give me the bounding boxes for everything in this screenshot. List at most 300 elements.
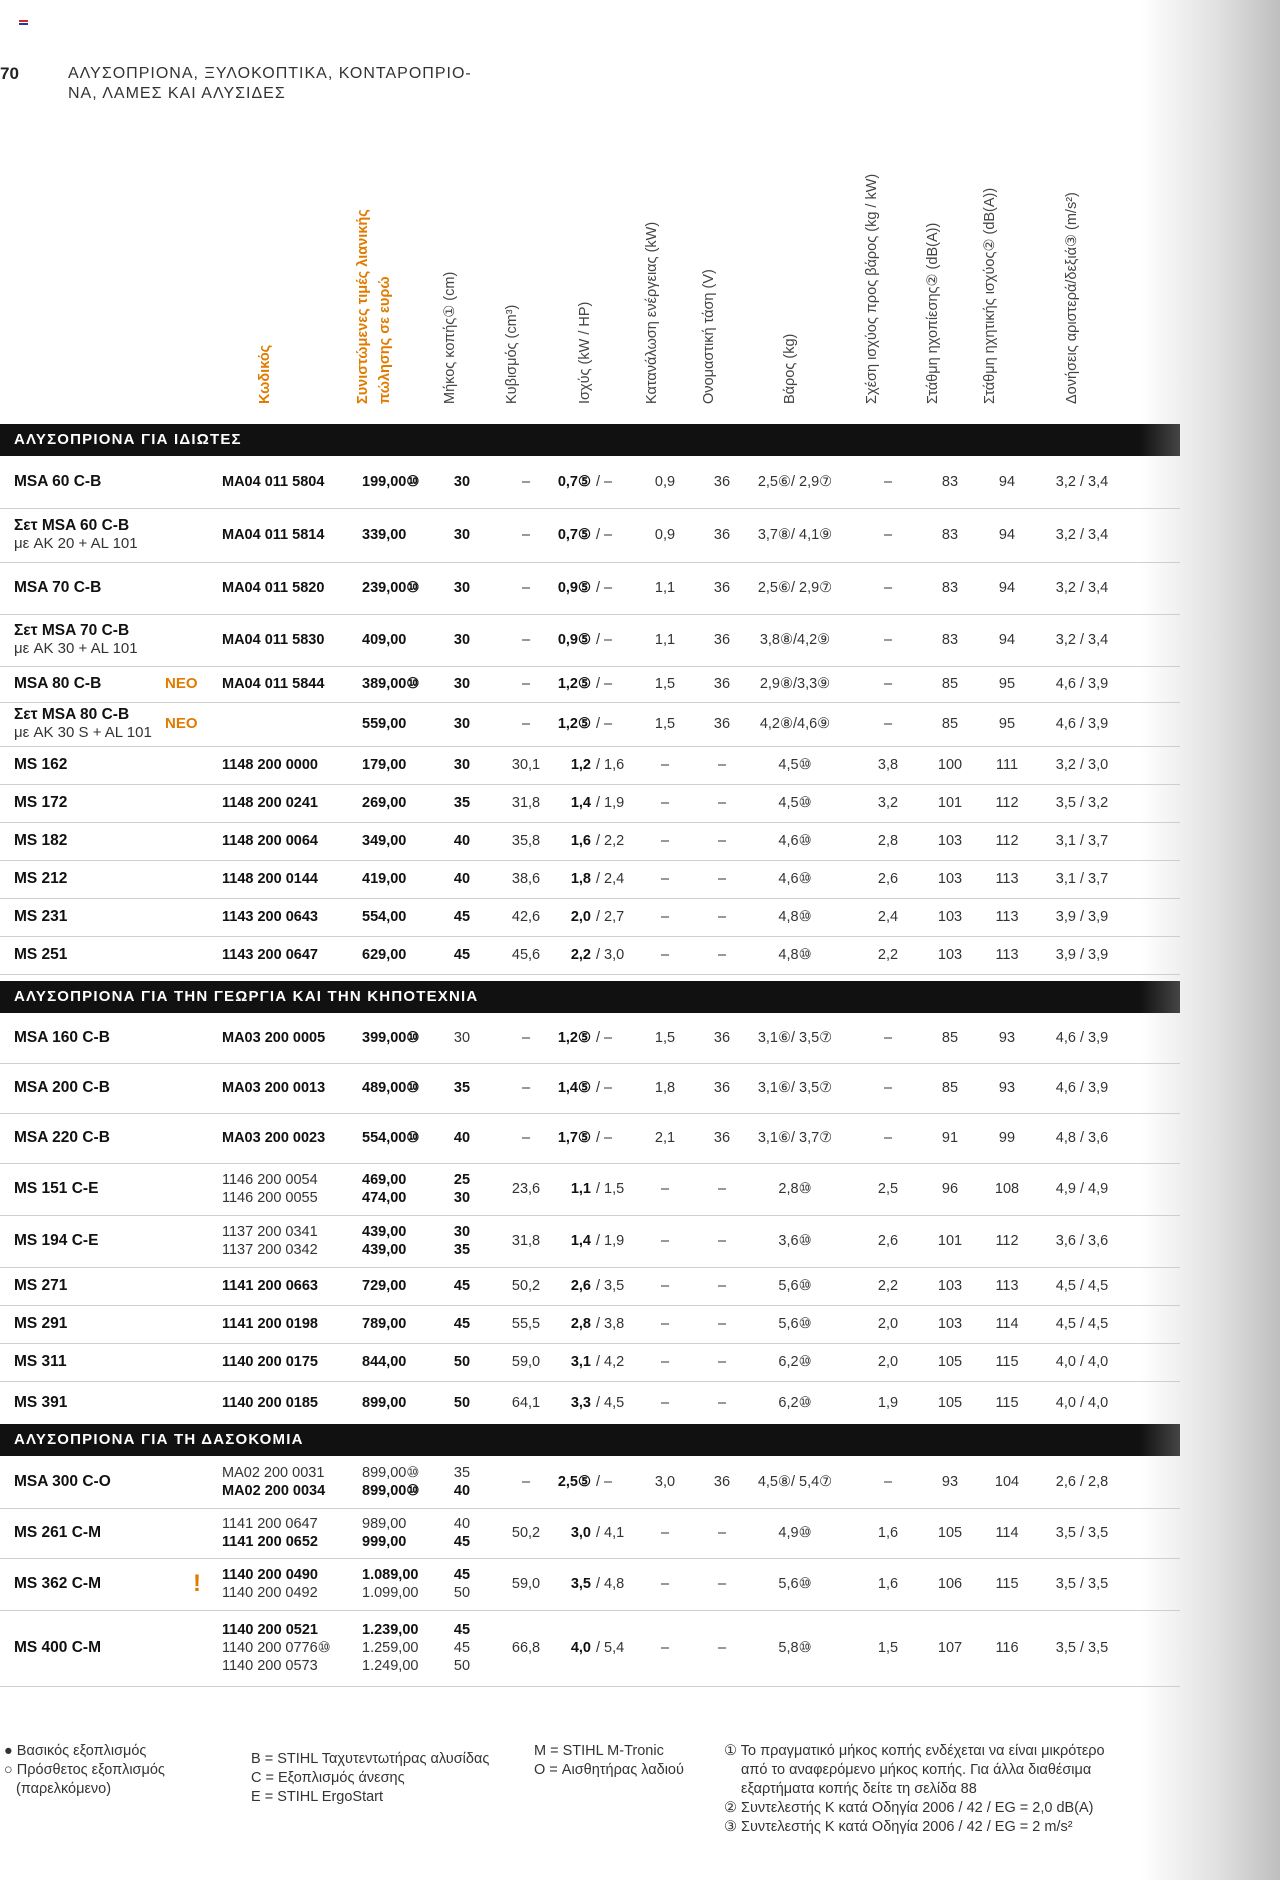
price: 789,00 xyxy=(362,1316,407,1332)
power-hp: / 1,5 xyxy=(596,1181,625,1197)
vibration: 3,2 / 3,4 xyxy=(1055,527,1109,543)
model-name-text: MS 194 C-E xyxy=(14,1232,99,1249)
model-name xyxy=(14,1575,101,1593)
rated-voltage: – xyxy=(717,833,727,849)
rated-voltage: – xyxy=(717,1278,727,1294)
price: 389,00⑩ xyxy=(362,676,420,692)
vibration: 3,2 / 3,4 xyxy=(1055,474,1109,490)
sound-pressure: 85 xyxy=(941,716,959,732)
table-row xyxy=(0,936,1180,975)
price: 399,00⑩ xyxy=(362,1030,420,1046)
sound-power: 94 xyxy=(998,580,1016,596)
power-kw: 1,8 xyxy=(570,871,591,887)
rated-voltage: – xyxy=(717,1395,727,1411)
table-row xyxy=(0,1215,1180,1268)
product-code: 1148 200 0000 xyxy=(222,757,318,773)
legend-footnotes xyxy=(724,1742,1105,1837)
displacement: 55,5 xyxy=(511,1316,541,1332)
model-name xyxy=(14,1394,67,1412)
power-weight-ratio: 2,2 xyxy=(877,947,899,963)
model-name xyxy=(14,908,67,926)
model-name-text: MS 251 xyxy=(14,946,68,963)
warning-icon: ! xyxy=(193,1570,201,1597)
column-header-power: Ισχύς (kW / HP) xyxy=(577,301,593,404)
weight: 4,9⑩ xyxy=(778,1525,812,1541)
page-title-line-1: ΑΛΥΣΟΠΡΙΟΝΑ, ΞΥΛΟΚΟΠΤΙΚΑ, ΚΟΝΤΑΡΟΠΡΙΟ- xyxy=(68,65,472,82)
power-hp: / 2,2 xyxy=(596,833,625,849)
power-kw: 3,3 xyxy=(570,1395,591,1411)
model-name xyxy=(14,1315,67,1333)
sound-pressure: 107 xyxy=(937,1640,963,1656)
section-header: ΑΛΥΣΟΠΡΙΟΝΑ ΓΙΑ ΙΔΙΩΤΕΣ xyxy=(0,424,1180,456)
footnote-line: από το αναφερόμενο μήκος κοπής. Για άλλα διαθέσιμα xyxy=(741,1762,1092,1778)
power-hp: / 1,6 xyxy=(596,757,625,773)
price: 349,00 xyxy=(362,833,407,849)
column-header-ratio: Σχέση ισχύος προς βάρος (kg / kW) xyxy=(864,173,880,404)
model-name xyxy=(14,1639,101,1657)
sound-pressure: 83 xyxy=(941,580,959,596)
price: 409,00 xyxy=(362,632,407,648)
page-number: 70 xyxy=(0,64,19,83)
power-weight-ratio: 1,6 xyxy=(877,1576,899,1592)
power-weight-ratio: – xyxy=(883,1130,893,1146)
vibration: 3,9 / 3,9 xyxy=(1055,909,1109,925)
product-code: 1140 200 0573 xyxy=(222,1658,318,1674)
model-name-text: Σετ MSA 80 C-B xyxy=(14,706,130,723)
product-code: 1137 200 0341 xyxy=(222,1224,318,1240)
cutting-length: 45 xyxy=(453,1534,471,1550)
power-kw: 3,5 xyxy=(570,1576,591,1592)
displacement: 50,2 xyxy=(511,1278,541,1294)
model-name-text: Σετ MSA 70 C-B xyxy=(14,622,130,639)
power-kw: 2,8 xyxy=(570,1316,591,1332)
power-weight-ratio: 1,5 xyxy=(877,1640,899,1656)
power-weight-ratio: – xyxy=(883,1474,893,1490)
legend-line: M = STIHL M-Tronic xyxy=(534,1743,664,1759)
table-row xyxy=(0,1610,1180,1687)
model-name-text: MS 311 xyxy=(14,1353,67,1370)
product-code: 1141 200 0198 xyxy=(222,1316,318,1332)
power-hp: / 5,4 xyxy=(596,1640,625,1656)
product-code: 1148 200 0144 xyxy=(222,871,318,887)
cutting-length: 50 xyxy=(453,1585,471,1601)
sound-pressure: 103 xyxy=(937,947,963,963)
price: 339,00 xyxy=(362,527,407,543)
product-code: MA04 011 5844 xyxy=(222,676,325,692)
displacement: 35,8 xyxy=(511,833,541,849)
price: 439,00 xyxy=(362,1242,407,1258)
sound-pressure: 83 xyxy=(941,474,959,490)
vibration: 4,6 / 3,9 xyxy=(1055,676,1109,692)
displacement: 66,8 xyxy=(511,1640,541,1656)
sound-power: 94 xyxy=(998,632,1016,648)
weight: 4,6⑩ xyxy=(778,833,812,849)
sound-power: 112 xyxy=(995,833,1019,849)
cutting-length: 25 xyxy=(453,1172,471,1188)
rated-voltage: 36 xyxy=(713,1030,731,1046)
power-weight-ratio: 2,5 xyxy=(877,1181,899,1197)
model-name-text: MSA 220 C-B xyxy=(14,1129,110,1146)
model-name-text: MS 261 C-M xyxy=(14,1524,101,1541)
power-weight-ratio: 2,0 xyxy=(877,1316,899,1332)
rated-voltage: 36 xyxy=(713,1080,731,1096)
model-name-text: MS 400 C-M xyxy=(14,1639,101,1656)
section-header: ΑΛΥΣΟΠΡΙΟΝΑ ΓΙΑ ΤΗΝ ΓΕΩΡΓΙΑ ΚΑΙ ΤΗΝ ΚΗΠΟΤΕΧΝΙΑ xyxy=(0,981,1180,1013)
cutting-length: 30 xyxy=(453,1030,471,1046)
rated-voltage: – xyxy=(717,757,727,773)
sound-power: 104 xyxy=(994,1474,1020,1490)
cutting-length: 35 xyxy=(453,795,471,811)
rated-voltage: – xyxy=(717,947,727,963)
weight: 4,8⑩ xyxy=(778,947,812,963)
vibration: 3,2 / 3,4 xyxy=(1055,580,1109,596)
column-header-weight: Βάρος (kg) xyxy=(782,333,798,404)
energy-consumption: – xyxy=(660,757,670,773)
vibration: 3,2 / 3,4 xyxy=(1055,632,1109,648)
vibration: 3,1 / 3,7 xyxy=(1055,871,1109,887)
cutting-length: 50 xyxy=(453,1395,471,1411)
product-code: MA03 200 0005 xyxy=(222,1030,326,1046)
power-kw: 0,9⑤ xyxy=(557,580,591,596)
power-kw: 1,4 xyxy=(570,1233,591,1249)
legend-line: ● Βασικός εξοπλισμός xyxy=(4,1743,147,1759)
vibration: 4,6 / 3,9 xyxy=(1055,1030,1109,1046)
rated-voltage: – xyxy=(717,1354,727,1370)
power-kw: 3,0 xyxy=(570,1525,591,1541)
weight: 4,2⑧/4,6⑨ xyxy=(759,716,831,732)
model-name-text: MS 231 xyxy=(14,908,68,925)
rated-voltage: 36 xyxy=(713,716,731,732)
sound-pressure: 103 xyxy=(937,1316,963,1332)
weight: 5,6⑩ xyxy=(778,1316,812,1332)
vibration: 3,5 / 3,5 xyxy=(1055,1525,1109,1541)
power-weight-ratio: – xyxy=(883,474,893,490)
section-header: ΑΛΥΣΟΠΡΙΟΝΑ ΓΙΑ ΤΗ ΔΑΣΟΚΟΜΙΑ xyxy=(0,1424,1180,1456)
legend-line: O = Αισθητήρας λαδιού xyxy=(534,1762,684,1778)
legend-line: (παρελκόμενο) xyxy=(16,1781,112,1797)
weight: 4,5⑧/ 5,4⑦ xyxy=(757,1474,833,1490)
power-kw: 0,9⑤ xyxy=(557,632,591,648)
price: 474,00 xyxy=(362,1190,407,1206)
sound-pressure: 91 xyxy=(941,1130,959,1146)
power-kw: 1,2 xyxy=(570,757,591,773)
price: 989,00 xyxy=(362,1516,407,1532)
weight: 6,2⑩ xyxy=(778,1395,812,1411)
power-hp: / 1,9 xyxy=(596,795,625,811)
weight: 2,9⑧/3,3⑨ xyxy=(759,676,831,692)
power-weight-ratio: – xyxy=(883,716,893,732)
rated-voltage: – xyxy=(717,909,727,925)
weight: 2,5⑥/ 2,9⑦ xyxy=(757,474,833,490)
model-set-contents: με AK 30 S + AL 101 xyxy=(14,724,152,741)
energy-consumption: – xyxy=(660,833,670,849)
table-row xyxy=(0,1063,1180,1114)
price: 899,00 xyxy=(362,1395,407,1411)
sound-power: 115 xyxy=(995,1395,1019,1411)
weight: 4,6⑩ xyxy=(778,871,812,887)
price: 559,00 xyxy=(362,716,407,732)
sound-power: 108 xyxy=(994,1181,1020,1197)
power-kw: 4,0 xyxy=(570,1640,591,1656)
model-name xyxy=(14,579,101,597)
displacement: – xyxy=(521,474,531,490)
energy-consumption: 1,1 xyxy=(654,580,676,596)
weight: 3,8⑧/4,2⑨ xyxy=(759,632,831,648)
weight: 3,1⑥/ 3,5⑦ xyxy=(757,1030,833,1046)
sound-pressure: 101 xyxy=(937,1233,963,1249)
table-row xyxy=(0,456,1180,509)
energy-consumption: – xyxy=(660,1525,670,1541)
power-hp: / – xyxy=(596,1474,613,1490)
power-hp: / 1,9 xyxy=(596,1233,625,1249)
power-hp: / – xyxy=(596,1030,613,1046)
cutting-length: 30 xyxy=(453,1190,471,1206)
brand-logo xyxy=(19,20,28,28)
rated-voltage: 36 xyxy=(713,676,731,692)
power-kw: 0,7⑤ xyxy=(557,474,591,490)
power-hp: / – xyxy=(596,1080,613,1096)
rated-voltage: 36 xyxy=(713,1474,731,1490)
cutting-length: 40 xyxy=(453,1130,471,1146)
power-kw: 2,2 xyxy=(570,947,591,963)
table-row xyxy=(0,1508,1180,1559)
vibration: 3,5 / 3,5 xyxy=(1055,1576,1109,1592)
product-code: MA02 200 0034 xyxy=(222,1483,326,1499)
displacement: – xyxy=(521,716,531,732)
legend-equipment xyxy=(4,1742,165,1799)
sound-pressure: 100 xyxy=(937,757,963,773)
column-header-voltage: Ονομαστική τάση (V) xyxy=(701,269,717,404)
price: 269,00 xyxy=(362,795,407,811)
cutting-length: 30 xyxy=(453,527,471,543)
logo-bar-top xyxy=(19,20,28,22)
product-code: 1148 200 0241 xyxy=(222,795,318,811)
product-code: 1148 200 0064 xyxy=(222,833,318,849)
column-header-consumption: Κατανάλωση ενέργειας (kW) xyxy=(644,221,660,404)
weight: 3,1⑥/ 3,5⑦ xyxy=(757,1080,833,1096)
model-name xyxy=(14,1277,67,1295)
model-name xyxy=(14,946,67,964)
sound-power: 116 xyxy=(995,1640,1019,1656)
product-code: 1140 200 0490 xyxy=(222,1567,318,1583)
displacement: 45,6 xyxy=(511,947,541,963)
sound-pressure: 85 xyxy=(941,1030,959,1046)
cutting-length: 35 xyxy=(453,1465,471,1481)
column-header-price-line2: πώλησης σε ευρώ xyxy=(377,276,393,404)
energy-consumption: 1,1 xyxy=(654,632,676,648)
model-name-text: MS 271 xyxy=(14,1277,68,1294)
column-header-sound: Στάθμη ηχητικής ισχύος② (dB(A)) xyxy=(982,187,998,404)
model-name xyxy=(14,1524,101,1542)
sound-pressure: 103 xyxy=(937,909,963,925)
energy-consumption: – xyxy=(660,1233,670,1249)
model-name-text: MSA 300 C-O xyxy=(14,1473,111,1490)
table-row xyxy=(0,562,1180,615)
new-badge: ΝΕΟ xyxy=(165,675,198,692)
power-kw: 2,6 xyxy=(570,1278,591,1294)
power-weight-ratio: – xyxy=(883,676,893,692)
vibration: 2,6 / 2,8 xyxy=(1055,1474,1109,1490)
product-code: MA04 011 5820 xyxy=(222,580,325,596)
column-header-vib: Δονήσεις αριστερά/δεξιά③ (m/s²) xyxy=(1064,192,1080,404)
footnote-line: ③ Συντελεστής K κατά Οδηγία 2006 / 42 / EG = 2 m/s² xyxy=(724,1819,1073,1835)
sound-pressure: 105 xyxy=(937,1354,963,1370)
energy-consumption: 0,9 xyxy=(654,527,676,543)
vibration: 3,9 / 3,9 xyxy=(1055,947,1109,963)
power-weight-ratio: 2,0 xyxy=(877,1354,899,1370)
product-code: 1140 200 0175 xyxy=(222,1354,318,1370)
price: 729,00 xyxy=(362,1278,407,1294)
displacement: 31,8 xyxy=(511,1233,541,1249)
sound-power: 113 xyxy=(995,1278,1019,1294)
cutting-length: 40 xyxy=(453,871,471,887)
energy-consumption: – xyxy=(660,1395,670,1411)
rated-voltage: 36 xyxy=(713,632,731,648)
power-weight-ratio: – xyxy=(883,632,893,648)
power-kw: 1,2⑤ xyxy=(557,1030,591,1046)
model-name-text: MSA 60 C-B xyxy=(14,473,102,490)
model-name-text: MSA 200 C-B xyxy=(14,1079,110,1096)
model-name xyxy=(14,675,101,693)
energy-consumption: – xyxy=(660,1278,670,1294)
model-name xyxy=(14,756,67,774)
model-name-text: MS 362 C-M xyxy=(14,1575,101,1592)
product-code: MA02 200 0031 xyxy=(222,1465,325,1481)
displacement: 42,6 xyxy=(511,909,541,925)
sound-pressure: 105 xyxy=(937,1525,963,1541)
power-kw: 0,7⑤ xyxy=(557,527,591,543)
rated-voltage: – xyxy=(717,1576,727,1592)
price: 439,00 xyxy=(362,1224,407,1240)
price: 199,00⑩ xyxy=(362,474,420,490)
rated-voltage: – xyxy=(717,1181,727,1197)
power-hp: / 4,1 xyxy=(596,1525,625,1541)
sound-power: 112 xyxy=(995,795,1019,811)
product-code: 1143 200 0643 xyxy=(222,909,318,925)
power-kw: 1,1 xyxy=(570,1181,591,1197)
power-weight-ratio: 1,6 xyxy=(877,1525,899,1541)
power-hp: / 4,8 xyxy=(596,1576,625,1592)
power-kw: 1,7⑤ xyxy=(557,1130,591,1146)
weight: 5,6⑩ xyxy=(778,1576,812,1592)
table-row xyxy=(0,746,1180,785)
table-row xyxy=(0,508,1180,563)
rated-voltage: – xyxy=(717,1525,727,1541)
energy-consumption: – xyxy=(660,1640,670,1656)
power-hp: / – xyxy=(596,676,613,692)
table-row xyxy=(0,822,1180,861)
cutting-length: 45 xyxy=(453,1278,471,1294)
rated-voltage: – xyxy=(717,795,727,811)
table-row xyxy=(0,1113,1180,1164)
power-weight-ratio: – xyxy=(883,580,893,596)
energy-consumption: 2,1 xyxy=(654,1130,676,1146)
sound-power: 113 xyxy=(995,871,1019,887)
power-weight-ratio: 3,8 xyxy=(877,757,899,773)
model-name-text: MS 151 C-E xyxy=(14,1180,99,1197)
vibration: 4,9 / 4,9 xyxy=(1055,1181,1109,1197)
table-row xyxy=(0,1305,1180,1344)
rated-voltage: – xyxy=(717,1316,727,1332)
power-weight-ratio: 1,9 xyxy=(877,1395,899,1411)
rated-voltage: – xyxy=(717,1640,727,1656)
vibration: 4,6 / 3,9 xyxy=(1055,1080,1109,1096)
weight: 2,5⑥/ 2,9⑦ xyxy=(757,580,833,596)
power-weight-ratio: 2,4 xyxy=(877,909,899,925)
price: 239,00⑩ xyxy=(362,580,420,596)
displacement: – xyxy=(521,1080,531,1096)
sound-pressure: 83 xyxy=(941,527,959,543)
energy-consumption: 1,5 xyxy=(654,1030,676,1046)
power-hp: / 3,0 xyxy=(596,947,625,963)
energy-consumption: – xyxy=(660,1316,670,1332)
table-row xyxy=(0,702,1180,747)
model-name xyxy=(14,1129,110,1147)
legend-line: E = STIHL ErgoStart xyxy=(251,1789,384,1805)
vibration: 4,6 / 3,9 xyxy=(1055,716,1109,732)
column-header-noise: Στάθμη ηχοπίεσης② (dB(A)) xyxy=(925,222,941,404)
vibration: 3,6 / 3,6 xyxy=(1055,1233,1109,1249)
power-weight-ratio: 2,6 xyxy=(877,871,899,887)
sound-pressure: 85 xyxy=(941,676,959,692)
power-hp: / 4,5 xyxy=(596,1395,625,1411)
cutting-length: 45 xyxy=(453,1640,471,1656)
cutting-length: 45 xyxy=(453,909,471,925)
model-name xyxy=(14,622,138,658)
power-kw: 1,4 xyxy=(570,795,591,811)
price: 489,00⑩ xyxy=(362,1080,420,1096)
displacement: 38,6 xyxy=(511,871,541,887)
cutting-length: 45 xyxy=(453,1567,471,1583)
price: 1.239,00 xyxy=(362,1622,419,1638)
sound-power: 114 xyxy=(995,1525,1019,1541)
price: 1.249,00 xyxy=(362,1658,419,1674)
product-code: 1146 200 0055 xyxy=(222,1190,318,1206)
cutting-length: 30 xyxy=(453,676,471,692)
model-name-text: MS 172 xyxy=(14,794,68,811)
column-header-cut: Μήκος κοπής① (cm) xyxy=(442,271,458,404)
rated-voltage: 36 xyxy=(713,1130,731,1146)
sound-pressure: 83 xyxy=(941,632,959,648)
power-weight-ratio: – xyxy=(883,527,893,543)
energy-consumption: 3,0 xyxy=(654,1474,676,1490)
power-kw: 1,2⑤ xyxy=(557,716,591,732)
power-hp: / – xyxy=(596,1130,613,1146)
weight: 4,8⑩ xyxy=(778,909,812,925)
price: 1.099,00 xyxy=(362,1585,419,1601)
model-name xyxy=(14,517,138,553)
displacement: 23,6 xyxy=(511,1181,541,1197)
vibration: 3,1 / 3,7 xyxy=(1055,833,1109,849)
cutting-length: 30 xyxy=(453,580,471,596)
legend-line: C = Εξοπλισμός άνεσης xyxy=(251,1770,405,1786)
product-code: 1140 200 0492 xyxy=(222,1585,318,1601)
price: 469,00 xyxy=(362,1172,407,1188)
displacement: 31,8 xyxy=(511,795,541,811)
column-header-cc: Κυβισμός (cm³) xyxy=(504,304,520,404)
power-weight-ratio: 2,6 xyxy=(877,1233,899,1249)
price: 554,00 xyxy=(362,909,407,925)
product-code: 1140 200 0776⑩ xyxy=(222,1640,331,1656)
energy-consumption: – xyxy=(660,871,670,887)
price: 899,00⑩ xyxy=(362,1483,420,1499)
weight: 3,7⑧/ 4,1⑨ xyxy=(757,527,833,543)
sound-power: 111 xyxy=(995,757,1019,773)
displacement: – xyxy=(521,632,531,648)
power-hp: / – xyxy=(596,580,613,596)
product-code: MA04 011 5830 xyxy=(222,632,325,648)
cutting-length: 30 xyxy=(453,632,471,648)
